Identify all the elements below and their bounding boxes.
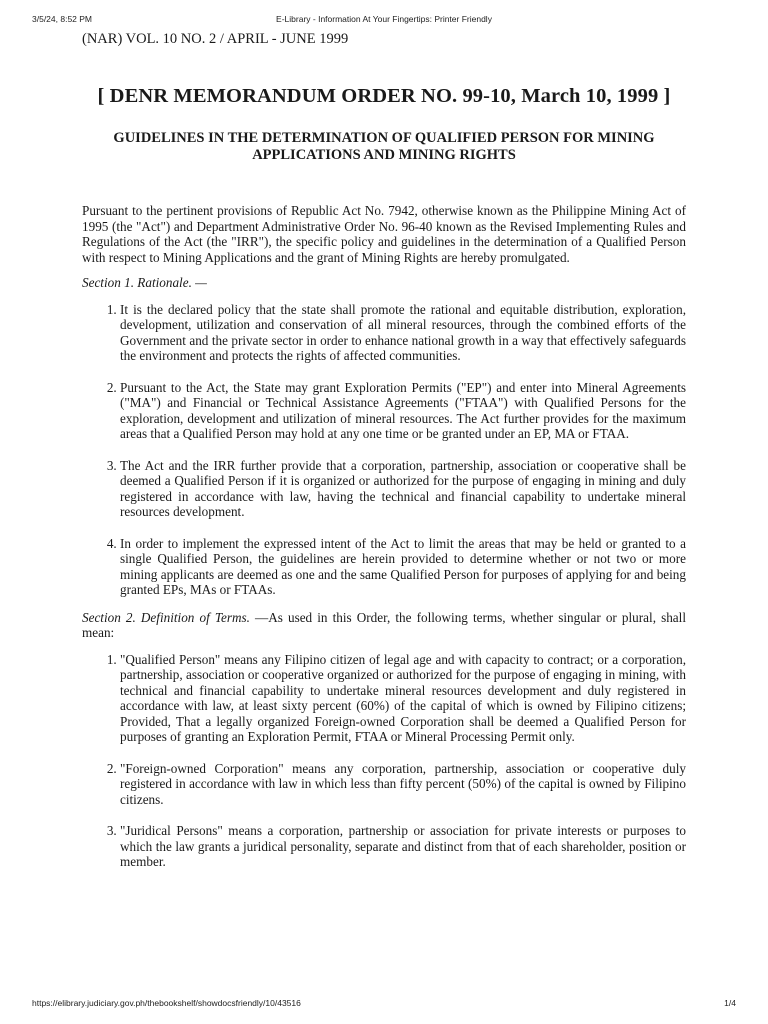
document-body (82, 30, 686, 870)
print-page-title: E-Library - Information At Your Fingertips: Printer Friendly (276, 14, 492, 24)
section-2-heading: Section 2. Definition of Terms. (82, 609, 250, 625)
document-title: [ DENR MEMORANDUM ORDER NO. 99-10, March 10, 1999 ] (97, 85, 671, 107)
section-1-item: 2. Pursuant to the Act, the State may grant Exploration Permits ("EP") and enter into Mineral Agreements ("MA") and Financial or Technical Assistance Agreements ("FTAA") with Qualified Persons for the exploration, development and utilization of mineral resources. The Act further provides for the maximum areas that a Qualified Person may hold at any one time or be granted under an EP, MA or FTAA. (120, 380, 686, 442)
document-subtitle: GUIDELINES IN THE DETERMINATION OF QUALIFIED PERSON FOR MINING APPLICATIONS AND MINING RIGHTS (113, 130, 655, 163)
print-datetime: 3/5/24, 8:52 PM (32, 14, 93, 24)
intro-paragraph: Pursuant to the pertinent provisions of Republic Act No. 7942, otherwise known as the Philippine Mining Act of 1995 (the "Act") and Department Administrative Order No. 96-40 known as the Revised Implementing Rules and Regulations of the Act (the "IRR"), the specific policy and guidelines in the determination of a Qualified Person with respect to Mining Applications and the grant of Mining Rights are hereby promulgated. (82, 203, 686, 265)
print-url: https://elibrary.judiciary.gov.ph/thebookshelf/showdocsfriendly/10/43516 (32, 998, 301, 1008)
browser-print-footer (32, 998, 736, 1010)
browser-print-header (32, 14, 736, 26)
print-page-count: 1/4 (724, 998, 736, 1008)
section-1-item: 3. The Act and the IRR further provide that a corporation, partnership, association or cooperative shall be deemed a Qualified Person if it is organized or authorized for the purpose of engaging in mining and duly registered in accordance with law, having the technical and financial capability to undertake mineral resources development. (120, 458, 686, 520)
section-1-item: 1. It is the declared policy that the state shall promote the rational and equitable distribution, exploration, development, utilization and conservation of all mineral resources, through the combined efforts of the Government and the private sector in order to enhance national growth in a way that effectively safeguards the environment and protects the rights of affected communities. (120, 302, 686, 364)
section-1-item: 4. In order to implement the expressed intent of the Act to limit the areas that may be held or granted to a single Qualified Person, the guidelines are herein provided to determine whether or not two or more mining applicants are deemed as one and the same Qualified Person for purposes of applying for and being granted EPs, MAs or FTAAs. (120, 536, 686, 598)
section-2-paragraph (82, 610, 686, 641)
section-2-lead: —As used in this Order, the following terms, whether singular or plural, shall mean: (82, 609, 686, 640)
section-1-heading: Section 1. Rationale. — (82, 275, 207, 290)
section-2-item: 3. "Juridical Persons" means a corporation, partnership or association for private interests or purposes to which the law grants a juridical personality, separate and distinct from that of each shareholder, position or member. (120, 823, 686, 870)
section-1-list (82, 302, 686, 598)
section-2-item: 2. "Foreign-owned Corporation" means any corporation, partnership, association or cooperative duly registered in accordance with law in which less than fifty percent (50%) of the capital is owned by Filipino citizens. (120, 761, 686, 808)
volume-line: (NAR) VOL. 10 NO. 2 / APRIL - JUNE 1999 (82, 31, 349, 47)
section-2-list (82, 652, 686, 870)
section-2-item: 1. "Qualified Person" means any Filipino citizen of legal age and with capacity to contract; or a corporation, partnership, association or cooperative organized or authorized for the purpose of engaging in mining, with technical and financial capability to undertake mineral resources development and duly registered in accordance with law, at least sixty percent (60%) of the capital of which is owned by Filipino citizens; Provided, That a legally organized Foreign-owned Corporation shall be deemed a Qualified Person for purposes of granting an Exploration Permit, FTAA or Mineral Processing Permit only. (120, 652, 686, 745)
